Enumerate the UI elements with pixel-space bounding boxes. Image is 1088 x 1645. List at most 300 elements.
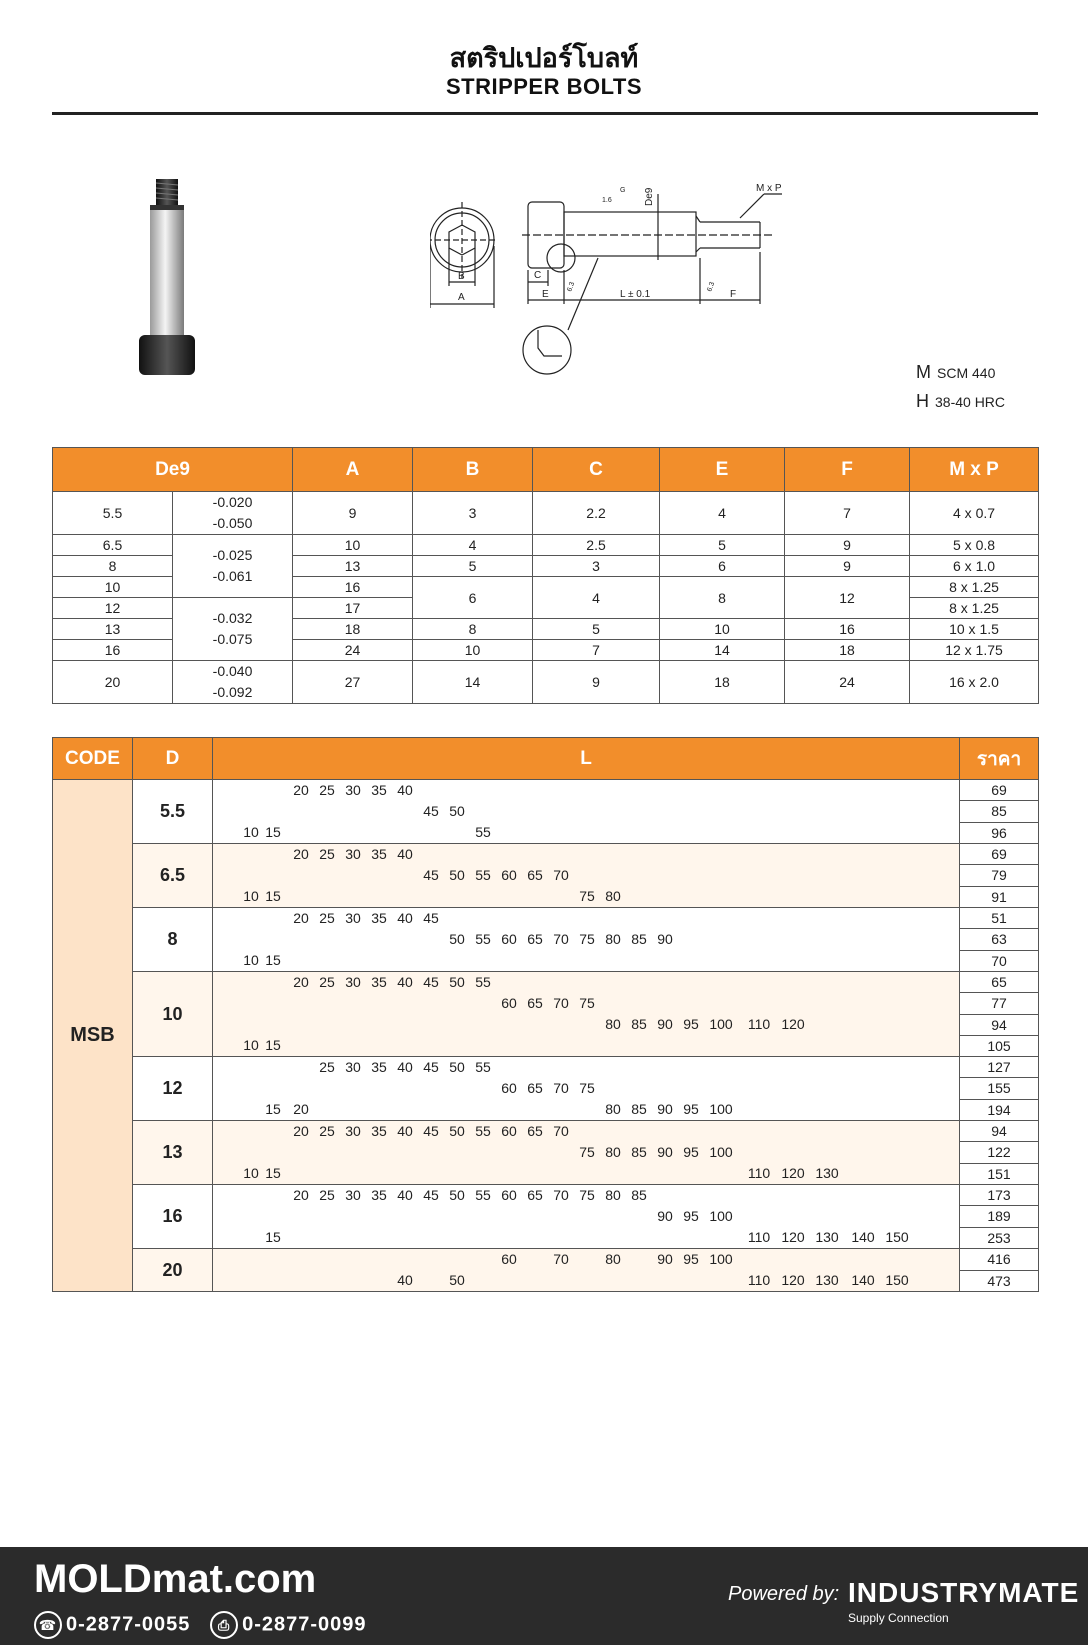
- length-value: 70: [553, 1187, 569, 1203]
- length-value: 40: [397, 1272, 413, 1288]
- cell-mxp: 8 x 1.25: [910, 598, 1039, 619]
- label-roughness-3: 6.3: [706, 281, 717, 293]
- length-value: 70: [553, 1080, 569, 1096]
- length-value: 80: [605, 1251, 621, 1267]
- label-a: A: [458, 292, 465, 303]
- cell-de9: 6.5: [53, 535, 173, 556]
- price-cell: 85: [960, 801, 1039, 822]
- price-cell: 155: [960, 1078, 1039, 1099]
- diameter-cell: 20: [133, 1249, 213, 1292]
- cell-a: 13: [293, 556, 413, 577]
- cell-e: 5: [660, 535, 785, 556]
- length-value: 110: [747, 1016, 771, 1032]
- length-value: 40: [397, 1059, 413, 1075]
- length-value: 95: [683, 1016, 699, 1032]
- cell-c: 3: [533, 556, 660, 577]
- length-line: [213, 1249, 959, 1270]
- length-value: 45: [423, 974, 439, 990]
- label-roughness-1: 1.6: [602, 197, 612, 204]
- diameter-cell: 10: [133, 972, 213, 1057]
- length-value: 100: [709, 1016, 733, 1032]
- length-value: 80: [605, 1187, 621, 1203]
- phone-icon: ☎: [34, 1611, 62, 1639]
- length-line: [213, 886, 959, 907]
- cell-e: 14: [660, 640, 785, 661]
- length-value: 65: [527, 867, 543, 883]
- length-value: 45: [423, 1187, 439, 1203]
- header-d: D: [133, 738, 213, 780]
- label-f: F: [730, 289, 737, 300]
- length-value: 20: [293, 910, 309, 926]
- cell-mxp: 10 x 1.5: [910, 619, 1039, 640]
- length-cell: [213, 908, 960, 972]
- cell-mxp: 6 x 1.0: [910, 556, 1039, 577]
- price-cell: 105: [960, 1035, 1039, 1056]
- length-line: [213, 1227, 959, 1248]
- technical-drawing: [430, 180, 830, 405]
- length-value: 130: [815, 1272, 839, 1288]
- cell-tolerance: [173, 661, 293, 704]
- label-g: G: [620, 187, 626, 194]
- cell-de9: 16: [53, 640, 173, 661]
- length-value: 110: [747, 1165, 771, 1181]
- diameter-cell: 8: [133, 908, 213, 972]
- length-value: 55: [475, 867, 491, 883]
- cell-mxp: 12 x 1.75: [910, 640, 1039, 661]
- cell-b: 8: [413, 619, 533, 640]
- length-value: 65: [527, 1187, 543, 1203]
- price-cell: 253: [960, 1227, 1039, 1248]
- cell-f: 16: [785, 619, 910, 640]
- length-value: 55: [475, 974, 491, 990]
- tolerance-upper: -0.032: [212, 610, 253, 626]
- length-value: 25: [319, 782, 335, 798]
- cell-f: 18: [785, 640, 910, 661]
- cell-f: 24: [785, 661, 910, 704]
- length-value: 40: [397, 1123, 413, 1139]
- length-value: 30: [345, 910, 361, 926]
- length-value: 60: [501, 1187, 517, 1203]
- length-cell: [213, 972, 960, 1057]
- tolerance-upper: -0.020: [212, 494, 253, 510]
- length-value: 10: [243, 824, 259, 840]
- length-value: 55: [475, 1059, 491, 1075]
- length-value: 70: [553, 931, 569, 947]
- cell-f: 9: [785, 556, 910, 577]
- length-value: 60: [501, 1123, 517, 1139]
- cell-e: 8: [660, 577, 785, 619]
- length-value: 120: [781, 1165, 805, 1181]
- length-value: 10: [243, 1165, 259, 1181]
- brand-logo: MOLDmat.com: [34, 1557, 317, 1601]
- label-e: E: [542, 289, 549, 300]
- cell-c: 5: [533, 619, 660, 640]
- price-cell: 79: [960, 865, 1039, 886]
- cell-c: 2.5: [533, 535, 660, 556]
- length-value: 35: [371, 974, 387, 990]
- cell-a: 10: [293, 535, 413, 556]
- price-cell: 65: [960, 972, 1039, 993]
- length-line: [213, 1206, 959, 1227]
- diameter-cell: 16: [133, 1185, 213, 1249]
- cell-de9: 20: [53, 661, 173, 704]
- diameter-cell: 6.5: [133, 844, 213, 908]
- length-cell: [213, 1057, 960, 1121]
- cell-c: 4: [533, 577, 660, 619]
- length-cell: [213, 1185, 960, 1249]
- length-line: [213, 908, 959, 929]
- price-cell: 151: [960, 1163, 1039, 1184]
- cell-e: 10: [660, 619, 785, 640]
- length-value: 35: [371, 910, 387, 926]
- length-value: 75: [579, 931, 595, 947]
- cell-b: 10: [413, 640, 533, 661]
- diameter-cell: 13: [133, 1121, 213, 1185]
- length-line: [213, 822, 959, 843]
- length-value: 15: [265, 1101, 281, 1117]
- length-value: 120: [781, 1016, 805, 1032]
- length-value: 60: [501, 1080, 517, 1096]
- price-cell: 91: [960, 886, 1039, 907]
- price-cell: 416: [960, 1249, 1039, 1271]
- cell-mxp: 16 x 2.0: [910, 661, 1039, 704]
- length-line: [213, 1185, 959, 1206]
- length-value: 95: [683, 1101, 699, 1117]
- length-value: 55: [475, 931, 491, 947]
- length-value: 50: [449, 867, 465, 883]
- tolerance-lower: -0.075: [212, 631, 253, 647]
- length-value: 95: [683, 1208, 699, 1224]
- length-value: 85: [631, 1016, 647, 1032]
- length-value: 65: [527, 995, 543, 1011]
- length-value: 30: [345, 1123, 361, 1139]
- length-value: 40: [397, 910, 413, 926]
- length-value: 150: [885, 1272, 909, 1288]
- length-line: [213, 1014, 959, 1035]
- length-value: 80: [605, 1016, 621, 1032]
- length-value: 45: [423, 803, 439, 819]
- length-value: 30: [345, 782, 361, 798]
- price-cell: 173: [960, 1185, 1039, 1206]
- material-spec: [916, 358, 1005, 416]
- length-value: 40: [397, 1187, 413, 1203]
- price-cell: 70: [960, 950, 1039, 971]
- price-cell: 194: [960, 1099, 1039, 1120]
- length-value: 140: [851, 1229, 875, 1245]
- header-e: E: [660, 448, 785, 492]
- contact-info: [34, 1611, 367, 1639]
- length-value: 45: [423, 1059, 439, 1075]
- price-cell: 51: [960, 908, 1039, 929]
- tolerance-upper: -0.025: [212, 547, 253, 563]
- price-table: [52, 737, 1039, 1292]
- length-value: 75: [579, 1187, 595, 1203]
- length-line: [213, 1099, 959, 1120]
- length-line: [213, 929, 959, 950]
- cell-de9: 8: [53, 556, 173, 577]
- cell-tolerance: [173, 492, 293, 535]
- cell-e: 4: [660, 492, 785, 535]
- length-value: 45: [423, 1123, 439, 1139]
- page-title-thai: สตริปเปอร์โบลท์: [449, 43, 639, 74]
- header-c: C: [533, 448, 660, 492]
- length-value: 95: [683, 1144, 699, 1160]
- length-value: 20: [293, 1101, 309, 1117]
- length-value: 95: [683, 1251, 699, 1267]
- tolerance-upper: -0.040: [212, 663, 253, 679]
- length-value: 15: [265, 952, 281, 968]
- length-value: 50: [449, 1272, 465, 1288]
- cell-a: 16: [293, 577, 413, 598]
- length-value: 50: [449, 1123, 465, 1139]
- length-value: 20: [293, 1187, 309, 1203]
- length-value: 55: [475, 824, 491, 840]
- length-value: 70: [553, 1123, 569, 1139]
- header-a: A: [293, 448, 413, 492]
- length-line: [213, 1163, 959, 1184]
- length-value: 90: [657, 1016, 673, 1032]
- header-mxp: M x P: [910, 448, 1039, 492]
- length-value: 45: [423, 867, 439, 883]
- length-value: 30: [345, 1187, 361, 1203]
- length-value: 30: [345, 974, 361, 990]
- length-value: 25: [319, 974, 335, 990]
- length-value: 70: [553, 995, 569, 1011]
- cell-a: 24: [293, 640, 413, 661]
- partner-logo: INDUSTRYMATE: [848, 1577, 1080, 1608]
- cell-b: 6: [413, 577, 533, 619]
- length-value: 75: [579, 995, 595, 1011]
- page-title: STRIPPER BOLTS: [445, 74, 643, 99]
- length-value: 30: [345, 846, 361, 862]
- price-cell: 473: [960, 1270, 1039, 1292]
- length-value: 20: [293, 846, 309, 862]
- length-cell: [213, 844, 960, 908]
- dimension-table: [52, 447, 1039, 704]
- price-cell: 94: [960, 1014, 1039, 1035]
- cell-b: 5: [413, 556, 533, 577]
- cell-a: 9: [293, 492, 413, 535]
- cell-a: 27: [293, 661, 413, 704]
- length-value: 15: [265, 1229, 281, 1245]
- length-value: 130: [815, 1165, 839, 1181]
- length-value: 20: [293, 974, 309, 990]
- length-value: 80: [605, 931, 621, 947]
- length-value: 40: [397, 846, 413, 862]
- price-cell: 69: [960, 780, 1039, 801]
- cell-b: 3: [413, 492, 533, 535]
- cell-tolerance: [173, 535, 293, 598]
- fax-icon: ⎙: [210, 1611, 238, 1639]
- length-value: 65: [527, 1123, 543, 1139]
- length-value: 15: [265, 1037, 281, 1053]
- length-value: 50: [449, 1059, 465, 1075]
- price-cell: 96: [960, 822, 1039, 843]
- length-value: 35: [371, 846, 387, 862]
- length-value: 130: [815, 1229, 839, 1245]
- powered-by-label: Powered by:: [728, 1583, 840, 1605]
- diameter-cell: 5.5: [133, 780, 213, 844]
- length-value: 40: [397, 782, 413, 798]
- length-value: 75: [579, 1080, 595, 1096]
- length-value: 70: [553, 1251, 569, 1267]
- price-cell: 127: [960, 1057, 1039, 1078]
- length-value: 30: [345, 1059, 361, 1075]
- length-value: 35: [371, 782, 387, 798]
- length-value: 120: [781, 1229, 805, 1245]
- length-value: 80: [605, 1144, 621, 1160]
- hardness-key: H: [916, 391, 929, 411]
- length-value: 35: [371, 1059, 387, 1075]
- length-value: 50: [449, 1187, 465, 1203]
- cell-a: 17: [293, 598, 413, 619]
- stripper-bolt-photo: [130, 165, 220, 385]
- cell-a: 18: [293, 619, 413, 640]
- length-line: [213, 972, 959, 993]
- length-value: 40: [397, 974, 413, 990]
- length-value: 25: [319, 910, 335, 926]
- length-value: 55: [475, 1123, 491, 1139]
- length-value: 15: [265, 1165, 281, 1181]
- length-value: 110: [747, 1229, 771, 1245]
- cell-f: 12: [785, 577, 910, 619]
- code-cell: MSB: [53, 780, 133, 1292]
- length-line: [213, 993, 959, 1014]
- label-mxp: M x P: [756, 183, 782, 194]
- length-value: 110: [747, 1272, 771, 1288]
- length-value: 90: [657, 1144, 673, 1160]
- length-value: 10: [243, 952, 259, 968]
- label-c: C: [534, 270, 542, 281]
- length-line: [213, 1142, 959, 1163]
- price-cell: 122: [960, 1142, 1039, 1163]
- fax-number: 0-2877-0099: [242, 1613, 367, 1636]
- length-value: 35: [371, 1123, 387, 1139]
- length-value: 60: [501, 995, 517, 1011]
- length-value: 10: [243, 888, 259, 904]
- length-line: [213, 865, 959, 886]
- length-line: [213, 1078, 959, 1099]
- length-line: [213, 950, 959, 971]
- price-cell: 189: [960, 1206, 1039, 1227]
- length-line: [213, 780, 959, 801]
- length-value: 25: [319, 1059, 335, 1075]
- length-value: 80: [605, 1101, 621, 1117]
- cell-de9: 12: [53, 598, 173, 619]
- header-l: L: [213, 738, 960, 780]
- length-value: 60: [501, 867, 517, 883]
- length-value: 15: [265, 888, 281, 904]
- cell-de9: 5.5: [53, 492, 173, 535]
- length-value: 90: [657, 1208, 673, 1224]
- tolerance-lower: -0.061: [212, 568, 253, 584]
- price-cell: 63: [960, 929, 1039, 950]
- length-value: 25: [319, 846, 335, 862]
- length-cell: [213, 1249, 960, 1292]
- length-value: 65: [527, 931, 543, 947]
- length-value: 120: [781, 1272, 805, 1288]
- cell-de9: 13: [53, 619, 173, 640]
- length-value: 20: [293, 1123, 309, 1139]
- material-key: M: [916, 362, 931, 382]
- length-value: 35: [371, 1187, 387, 1203]
- length-value: 150: [885, 1229, 909, 1245]
- length-value: 85: [631, 1101, 647, 1117]
- footer: [0, 1547, 1088, 1645]
- price-cell: 94: [960, 1121, 1039, 1142]
- length-value: 140: [851, 1272, 875, 1288]
- header-f: F: [785, 448, 910, 492]
- length-value: 100: [709, 1101, 733, 1117]
- header-code: CODE: [53, 738, 133, 780]
- length-value: 90: [657, 1251, 673, 1267]
- cell-tolerance: [173, 598, 293, 661]
- cell-c: 7: [533, 640, 660, 661]
- header-b: B: [413, 448, 533, 492]
- cell-f: 7: [785, 492, 910, 535]
- length-value: 15: [265, 824, 281, 840]
- label-l: L ± 0.1: [620, 289, 651, 300]
- length-value: 85: [631, 1187, 647, 1203]
- tolerance-lower: -0.092: [212, 684, 253, 700]
- material-value: SCM 440: [937, 365, 996, 381]
- label-de9: De9: [644, 187, 655, 206]
- length-value: 100: [709, 1251, 733, 1267]
- length-value: 25: [319, 1123, 335, 1139]
- length-value: 45: [423, 910, 439, 926]
- length-line: [213, 1270, 959, 1291]
- hardness-value: 38-40 HRC: [935, 394, 1006, 410]
- price-cell: 69: [960, 844, 1039, 865]
- phone-number: 0-2877-0055: [66, 1613, 191, 1636]
- length-line: [213, 1035, 959, 1056]
- cell-mxp: 8 x 1.25: [910, 577, 1039, 598]
- length-value: 80: [605, 888, 621, 904]
- length-line: [213, 801, 959, 822]
- cell-mxp: 5 x 0.8: [910, 535, 1039, 556]
- header-de9: De9: [53, 448, 293, 492]
- length-cell: [213, 1121, 960, 1185]
- length-value: 70: [553, 867, 569, 883]
- cell-f: 9: [785, 535, 910, 556]
- price-cell: 77: [960, 993, 1039, 1014]
- diameter-cell: 12: [133, 1057, 213, 1121]
- length-value: 55: [475, 1187, 491, 1203]
- cell-mxp: 4 x 0.7: [910, 492, 1039, 535]
- tolerance-lower: -0.050: [212, 515, 253, 531]
- length-line: [213, 1121, 959, 1142]
- label-b: B: [458, 271, 465, 282]
- cell-de9: 10: [53, 577, 173, 598]
- title-divider: [52, 112, 1038, 115]
- length-value: 100: [709, 1144, 733, 1160]
- length-value: 20: [293, 782, 309, 798]
- length-line: [213, 1057, 959, 1078]
- length-value: 85: [631, 1144, 647, 1160]
- length-value: 100: [709, 1208, 733, 1224]
- length-value: 25: [319, 1187, 335, 1203]
- length-value: 75: [579, 888, 595, 904]
- length-value: 85: [631, 931, 647, 947]
- length-line: [213, 844, 959, 865]
- cell-e: 18: [660, 661, 785, 704]
- length-cell: [213, 780, 960, 844]
- length-value: 60: [501, 1251, 517, 1267]
- length-value: 10: [243, 1037, 259, 1053]
- length-value: 60: [501, 931, 517, 947]
- length-value: 90: [657, 1101, 673, 1117]
- length-value: 90: [657, 931, 673, 947]
